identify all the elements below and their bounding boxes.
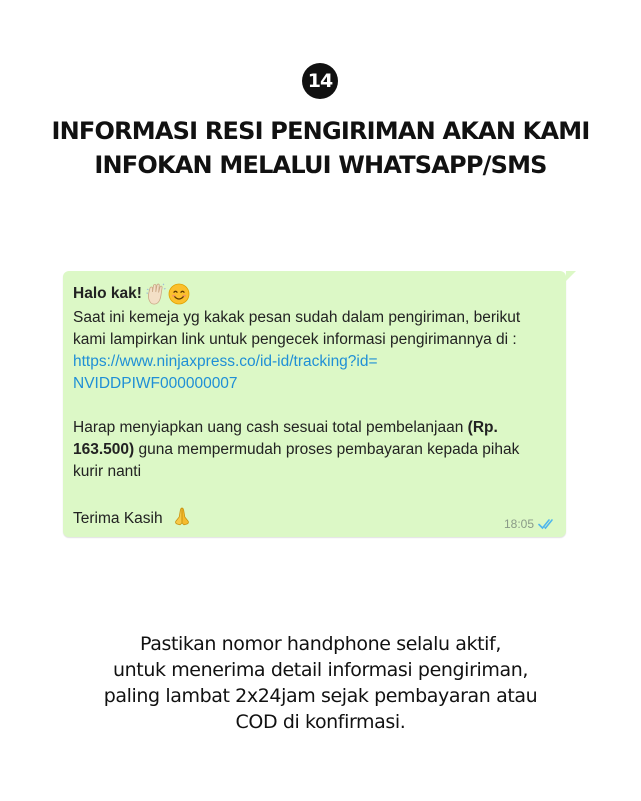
payment-line-2 (73, 439, 559, 461)
tracking-link-part-2[interactable]: NVIDDPIWF000000007 (73, 375, 238, 392)
message-line: kami lampirkan link untuk pengecek informasi pengirimannya di : (73, 331, 517, 348)
tracking-link-part-1[interactable]: https://www.ninjaxpress.co/id-id/tracking?id= (73, 353, 378, 370)
headline-line-1: INFORMASI RESI PENGIRIMAN AKAN KAMI (51, 117, 590, 145)
headline-line-2: INFOKAN MELALUI WHATSAPP/SMS (94, 151, 547, 179)
headline (20, 114, 621, 182)
closing-text: Terima Kasih (73, 510, 163, 527)
tracking-link[interactable] (73, 351, 559, 395)
footer-note-line: COD di konfirmasi. (235, 711, 406, 733)
footer-note-line: paling lambat 2x24jam sejak pembayaran atau (103, 685, 538, 707)
footer-note-line: Pastikan nomor handphone selalu aktif, (140, 633, 501, 655)
chat-message-bubble (63, 271, 566, 537)
greeting-text: Halo kak! (73, 285, 142, 302)
message-time: 18:05 (503, 517, 534, 531)
waving-hand-icon (146, 283, 166, 305)
payment-amount: 163.500) (73, 441, 135, 458)
spacer (73, 483, 559, 505)
message-line: Saat ini kemeja yg kakak pesan sudah dalam pengiriman, berikut (73, 309, 521, 326)
spacer (73, 395, 559, 417)
payment-amount-prefix: (Rp. (467, 419, 498, 436)
bubble-tail (566, 271, 576, 281)
double-check-read-icon (538, 518, 558, 530)
footer-note (40, 631, 601, 735)
greeting-row (73, 281, 559, 307)
message-body (73, 281, 559, 530)
smiling-face-icon (168, 283, 190, 305)
payment-line-3: kurir nanti (73, 463, 142, 480)
folded-hands-icon (171, 505, 193, 527)
payment-text: Harap menyiapkan uang cash sesuai total pembelanjaan (73, 419, 468, 436)
closing-line (73, 505, 559, 530)
step-number-badge: 14 (302, 63, 338, 99)
footer-note-line: untuk menerima detail informasi pengiriman, (112, 659, 528, 681)
payment-line-1 (73, 417, 559, 439)
payment-text: guna mempermudah proses pembayaran kepada pihak (134, 441, 520, 458)
message-meta (504, 517, 558, 531)
